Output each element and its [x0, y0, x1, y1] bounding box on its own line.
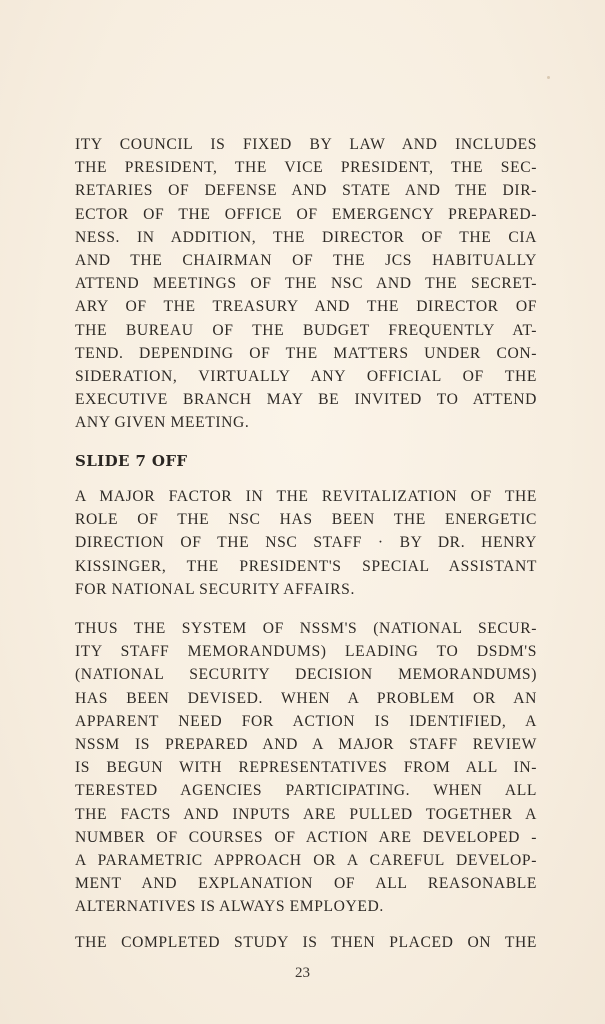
text-line: ATTEND MEETINGS OF THE NSC AND THE SECRET- — [75, 275, 537, 293]
text-line: EXECUTIVE BRANCH MAY BE INVITED TO ATTEND — [75, 391, 537, 409]
text-line: NSSM IS PREPARED AND A MAJOR STAFF REVIEW — [75, 735, 537, 753]
text-line: MENT AND EXPLANATION OF ALL REASONABLE — [75, 875, 537, 893]
paragraph-2 — [75, 485, 537, 601]
text-line: A PARAMETRIC APPROACH OR A CAREFUL DEVELOP- — [75, 851, 537, 869]
text-line: TERESTED AGENCIES PARTICIPATING. WHEN ALL — [75, 782, 537, 800]
paper-speck — [547, 76, 550, 79]
text-line: ALTERNATIVES IS ALWAYS EMPLOYED. — [75, 898, 384, 916]
text-line: NESS. IN ADDITION, THE DIRECTOR OF THE CIA — [75, 228, 537, 246]
text-line: THE PRESIDENT, THE VICE PRESIDENT, THE SEC- — [75, 159, 537, 177]
text-line: ROLE OF THE NSC HAS BEEN THE ENERGETIC — [75, 511, 537, 529]
text-line: THE FACTS AND INPUTS ARE PULLED TOGETHER A — [75, 805, 537, 823]
text-line: ITY STAFF MEMORANDUMS) LEADING TO DSDM'S — [75, 643, 537, 661]
text-line: FOR NATIONAL SECURITY AFFAIRS. — [75, 580, 355, 598]
text-line: A MAJOR FACTOR IN THE REVITALIZATION OF THE — [75, 488, 537, 505]
paragraph-3 — [75, 617, 537, 918]
text-line: AND THE CHAIRMAN OF THE JCS HABITUALLY — [75, 251, 537, 269]
page-number: 23 — [295, 965, 310, 981]
text-line: HAS BEEN DEVISED. WHEN A PROBLEM OR AN — [75, 689, 537, 707]
text-line: TEND. DEPENDING OF THE MATTERS UNDER CON- — [75, 344, 537, 362]
text-line: SIDERATION, VIRTUALLY ANY OFFICIAL OF THE — [75, 367, 537, 385]
text-line: ITY COUNCIL IS FIXED BY LAW AND INCLUDES — [75, 136, 537, 153]
text-line: THE BUREAU OF THE BUDGET FREQUENTLY AT- — [75, 321, 537, 339]
text-line: ARY OF THE TREASURY AND THE DIRECTOR OF — [75, 298, 537, 316]
text-line: THE COMPLETED STUDY IS THEN PLACED ON THE — [75, 934, 537, 951]
text-line: NUMBER OF COURSES OF ACTION ARE DEVELOPED - — [75, 828, 537, 846]
text-line: (NATIONAL SECURITY DECISION MEMORANDUMS) — [75, 666, 537, 684]
text-line: THUS THE SYSTEM OF NSSM'S (NATIONAL SECUR- — [75, 620, 537, 637]
paragraph-1 — [75, 133, 537, 434]
slide-heading: SLIDE 7 OFF — [75, 452, 188, 470]
paragraph-4 — [75, 931, 537, 954]
text-line: DIRECTION OF THE NSC STAFF · BY DR. HENRY — [75, 534, 537, 552]
text-line: ECTOR OF THE OFFICE OF EMERGENCY PREPARED- — [75, 205, 537, 223]
text-line: RETARIES OF DEFENSE AND STATE AND THE DIR- — [75, 182, 537, 200]
text-line: APPARENT NEED FOR ACTION IS IDENTIFIED, A — [75, 712, 537, 730]
text-line: IS BEGUN WITH REPRESENTATIVES FROM ALL IN- — [75, 759, 537, 777]
text-line: ANY GIVEN MEETING. — [75, 414, 250, 432]
text-line: KISSINGER, THE PRESIDENT'S SPECIAL ASSISTANT — [75, 557, 537, 575]
